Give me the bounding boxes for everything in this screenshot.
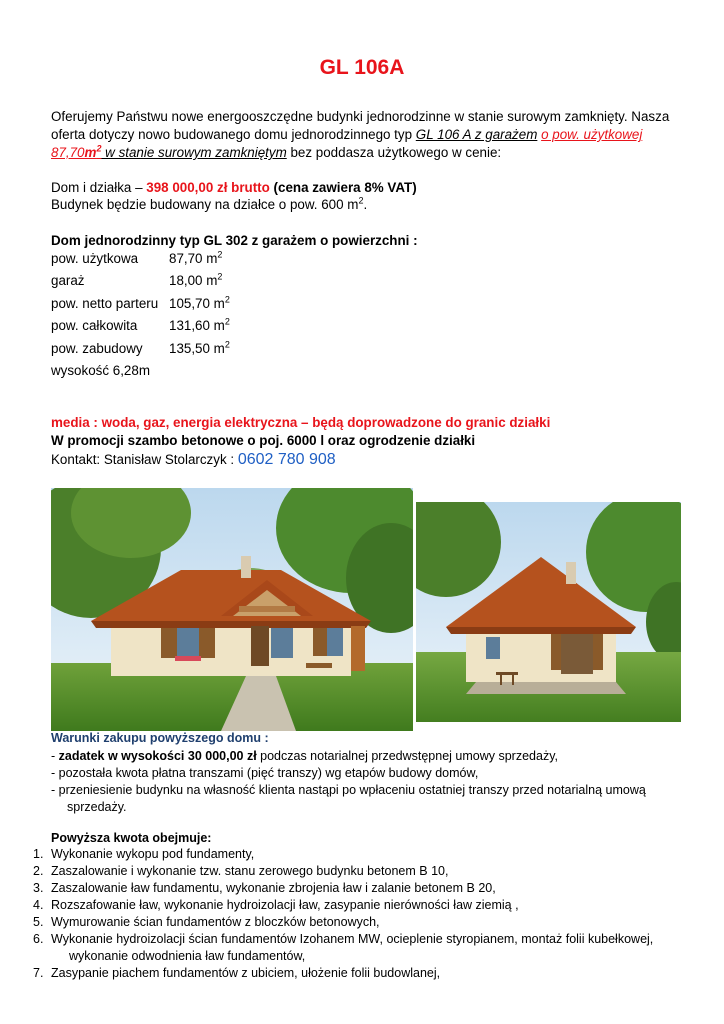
list-item [33, 931, 653, 948]
unit-sup: 2 [224, 339, 230, 350]
house-back-illustration [416, 502, 681, 722]
list-item [33, 897, 653, 914]
spec-row [51, 292, 351, 315]
list-item-continuation: sprzedaży. [67, 800, 127, 814]
item-text: pozostała kwota płatna transzami (pięć transzy) wg etapów budowy domów, [58, 766, 479, 780]
list-item [33, 914, 653, 931]
spec-row [51, 270, 351, 293]
house-type-link: GL 106 A z garażem [415, 127, 538, 142]
unit-sup: 2 [358, 195, 364, 206]
spec-value-text: 18,00 m [169, 273, 218, 289]
house-front-photo [51, 488, 413, 731]
unit-sup: 2 [224, 294, 230, 305]
item-text: przeniesienie budynku na własność klienta nastąpi po wpłaceniu ostatniej transzy przed notarialną umową [58, 783, 646, 797]
promo-line: W promocji szambo betonowe o poj. 6000 l oraz ogrodzenie działki [51, 433, 476, 448]
spec-value-text: 105,70 m [169, 295, 225, 311]
list-item-continuation: wykonanie odwodnienia ław fundamentów, [69, 949, 306, 963]
list-item [51, 765, 646, 782]
intro-line-3 [51, 144, 501, 162]
item-prefix: - [51, 749, 59, 763]
usable-area-label: o pow. użytkowej [541, 127, 643, 142]
list-item [33, 863, 653, 880]
spec-row [51, 315, 351, 338]
spec-value [169, 318, 230, 333]
unit-sup: 2 [96, 143, 102, 154]
unit-sup: 2 [224, 316, 230, 327]
item-prefix: - [51, 783, 59, 797]
intro-text: oferta dotyczy nowo budowanego domu jednorodzinnego typ [51, 127, 416, 142]
spec-row [51, 337, 351, 360]
plot-dot: . [363, 197, 368, 212]
spec-row [51, 247, 351, 270]
vat-note: (cena zawiera 8% VAT) [269, 180, 417, 195]
contact-label: Kontakt: Stanisław Stolarczyk : [51, 452, 238, 467]
price-line [51, 179, 417, 197]
spec-value [169, 273, 222, 288]
item-number: 6. [33, 932, 44, 946]
intro-line-1 [51, 108, 669, 126]
item-number: 1. [33, 847, 44, 861]
media-line: media : woda, gaz, energia elektryczna – będą doprowadzone do granic działki [51, 415, 551, 430]
item-number: 7. [33, 966, 44, 980]
price-value: 398 000,00 zł brutto [146, 180, 270, 195]
spec-label: pow. całkowita [51, 318, 138, 334]
spec-value [169, 341, 230, 356]
spec-label: pow. zabudowy [51, 340, 143, 356]
intro-text: Oferujemy Państwu nowe energooszczędne budynki jednorodzinne w stanie surowym zamknięty. Nasza [51, 109, 670, 124]
spec-row [51, 360, 351, 383]
contact-phone[interactable]: 0602 780 908 [237, 451, 336, 468]
spec-value-text: 131,60 m [169, 318, 225, 334]
intro-text: bez poddasza użytkowego w cenie: [286, 145, 502, 160]
spec-label: pow. użytkowa [51, 250, 139, 266]
item-text: Zasypanie piachem fundamentów z ubiciem, ułożenie folii budowlanej, [51, 966, 441, 980]
item-number: 4. [33, 898, 44, 912]
conditions-title: Warunki zakupu powyższego domu : [51, 731, 269, 745]
state-label: w stanie surowym zamkniętym [101, 145, 287, 160]
list-item [33, 880, 653, 897]
usable-area-unit [85, 145, 102, 160]
item-text: Wykonanie hydroizolacji ścian fundamentów Izohanem MW, ocieplenie styropianem, montaż folii kubełkowej, [51, 932, 654, 946]
specs-table [51, 247, 351, 382]
spec-value-text: 87,70 m [169, 250, 218, 266]
list-item [51, 782, 646, 799]
item-text: Wykonanie wykopu pod fundamenty, [51, 847, 255, 861]
specs-heading: Dom jednorodzinny typ GL 302 z garażem o powierzchni : [51, 233, 418, 248]
item-text: Wymurowanie ścian fundamentów z bloczków betonowych, [51, 915, 380, 929]
list-item [33, 965, 653, 982]
intro-line-2 [51, 126, 642, 144]
price-label: Dom i działka – [51, 180, 147, 195]
spec-value-text: 135,50 m [169, 340, 225, 356]
list-item [51, 748, 646, 765]
item-number: 3. [33, 881, 44, 895]
item-text: Zaszalowanie ław fundamentu, wykonanie zbrojenia ław i zalanie betonem B 20, [51, 881, 496, 895]
height-label: wysokość 6,28m [51, 363, 150, 379]
plot-line [51, 196, 367, 214]
list-item [33, 846, 653, 863]
plot-text: Budynek będzie budowany na działce o pow. 600 m [51, 197, 359, 212]
unit-m: m [84, 145, 97, 160]
item-text: Rozszafowanie ław, wykonanie hydroizolacji ław, zasypanie nierówności ław ziemią , [51, 898, 519, 912]
spec-value [169, 251, 222, 266]
item-number: 2. [33, 864, 44, 878]
house-back-photo [416, 502, 681, 722]
spec-value [169, 296, 230, 311]
contact-line [51, 451, 336, 469]
page-title: GL 106A [319, 56, 405, 79]
unit-sup: 2 [217, 271, 223, 282]
item-bold: zadatek w wysokości 30 000,00 zł [58, 749, 257, 763]
item-prefix: - [51, 766, 59, 780]
usable-area-value: 87,70 [51, 145, 85, 160]
spec-label: pow. netto parteru [51, 295, 159, 311]
includes-title: Powyższa kwota obejmuje: [51, 831, 212, 845]
conditions-list [51, 748, 646, 816]
includes-list [33, 846, 653, 982]
item-text: podczas notarialnej przedwstępnej umowy sprzedaży, [256, 749, 558, 763]
item-number: 5. [33, 915, 44, 929]
unit-sup: 2 [217, 249, 223, 260]
item-text: Zaszalowanie i wykonanie tzw. stanu zerowego budynku betonem B 10, [51, 864, 449, 878]
house-front-illustration [51, 488, 413, 731]
spec-label: garaż [51, 273, 85, 289]
